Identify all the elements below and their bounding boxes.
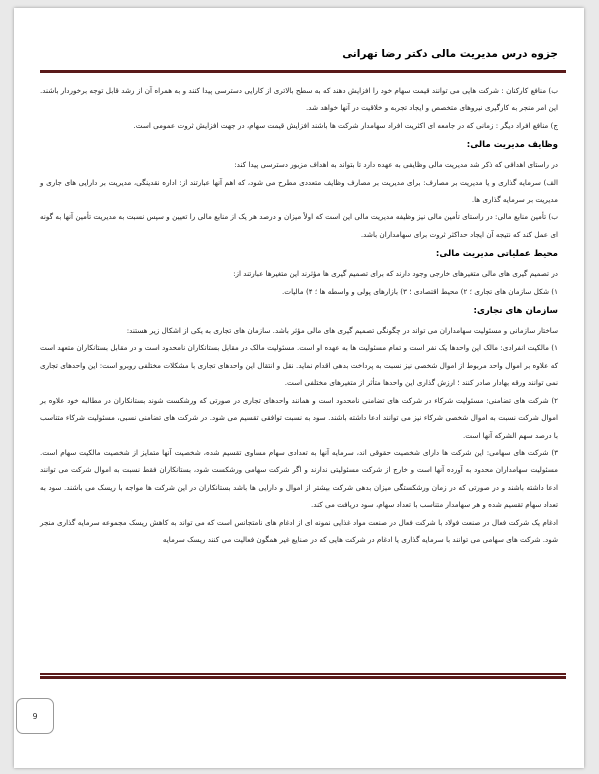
paragraph: ج) منافع افراد دیگر : زمانی که در جامعه ای اکثریت افراد سهامدار شرکت ها باشند افزایش قیمت سهام، در جهت افزایش ثروت عمومی است. xyxy=(133,120,558,130)
page-body xyxy=(40,82,558,548)
paragraph: ۱) شکل سازمان های تجاری ؛ ۲) محیط اقتصادی ؛ ۳) بازارهای پولی و واسطه ها ؛ ۴) مالیات. xyxy=(282,286,558,296)
footer-divider-thin xyxy=(40,673,566,675)
paragraph: در راستای اهدافی که ذکر شد مدیریت مالی وظایفی به عهده دارد تا بتواند به اهداف مزبور دسترسی پیدا کند: xyxy=(234,160,558,170)
paragraph: ساختار سازمانی و مسئولیت سهامداران می تواند در چگونگی تصمیم گیری های مالی مؤثر باشد. سازمان های تجاری به یکی از اشکال زیر هستند: xyxy=(126,326,558,336)
paragraph: ۳) شرکت های سهامی: این شرکت ها دارای شخصیت حقوقی اند، سرمایه آنها به تعدادی سهام مساوی تقسیم شده، شخصیت آنها متمایز از شخصیت مالکیت سهام است. مسئولیت سهامداران محدود به آورده آنها است و خارج از شرکت مسئولیتی ندارند و اگر شرکت سهامی ورشکست شود، بستانکاران فقط نسبت به اموال شرکت می توانند ادعا داشته باشند و در صورتی که در زمان ورشکستگی میزان بدهی شرکت بیشتر از اموال و دارایی ها باشد بستانکاران در این شرکت ها مواجه با ریسک می باشند. سود به تعداد سهام تقسیم شده و هر سهامدار متناسب با تعداد سهام، سود دریافت می کند. xyxy=(40,447,558,510)
paragraph: ب) منافع کارکنان : شرکت هایی می توانند قیمت سهام خود را افزایش دهند که به سطح بالاتری از کارایی دسترسی پیدا کنند و به همراه آن از رشد قابل توجه برخوردار باشند. این امر منجر به کارگیری نیروهای متخصص و ایجاد تجربه و خلاقیت در آنها خواهد شد. xyxy=(40,86,558,113)
paragraph: ادغام یک شرکت فعال در صنعت فولاد با شرکت فعال در صنعت مواد غذایی نمونه ای از ادغام های نامتجانس است که می تواند به کاهش ریسک مجموعه سرمایه گذاری منجر شود. شرکت های سهامی می توانند با سرمایه گذاری یا ادغام در شرکت هایی که در صنایع غیر همگون فعالیت می کنند ریسک سرمایه xyxy=(40,517,558,544)
footer-divider-thick xyxy=(40,676,566,679)
section-heading: وظایف مدیریت مالی: xyxy=(466,140,558,151)
page-number-box xyxy=(16,698,54,734)
paragraph: ب) تأمین منابع مالی: در راستای تأمین مالی نیز وظیفه مدیریت مالی این است که اولاً میزان و درصد هر یک از منابع مالی را تعیین و سپس نسبت به مدیریت تأمین آنها به گونه ای عمل کند که نتیجه آن ایجاد حداکثر ثروت برای سهامداران باشد. xyxy=(40,212,558,239)
section-heading: محیط عملیاتی مدیریت مالی: xyxy=(435,249,558,260)
paragraph: الف) سرمایه گذاری و یا مدیریت بر مصارف: برای مدیریت بر مصارف وظایف متعددی مطرح می شود، که اهم آنها عبارتند از: اداره نقدینگی، مدیریت بر دارایی های جاری و مدیریت بر سرمایه گذاری ها. xyxy=(40,177,558,205)
paragraph: در تصمیم گیری های مالی متغیرهای خارجی وجود دارند که برای تصمیم گیری ها مؤثرند این متغیرها عبارتند از: xyxy=(233,269,558,279)
paragraph: ۱) مالکیت انفرادی: مالک این واحدها یک نفر است و تمام مسئولیت ها به عهده او است. مسئولیت مالک در مقابل بستانکاران نامحدود است و در مقابل بستانکاران متعهد است که علاوه بر اموال واحد مربوط از اموال شخصی نیز نسبت به پرداخت بدهی اقدام نماید. نقل و انتقال این واحدهای تجاری با مشکلات مختلفی روبرو است: این واحدهای تجاری نمی توانند ورقه بهادار صادر کنند ؛ ارزش گذاری این واحدها متأثر از متغیرهای مختلفی است. xyxy=(40,343,558,388)
header-divider xyxy=(40,70,566,73)
document-page xyxy=(14,8,584,768)
page-title: جزوه درس مدیریت مالی دکتر رضا تهرانی xyxy=(342,48,558,60)
page-number: 9 xyxy=(32,711,38,721)
section-heading: سازمان های تجاری: xyxy=(473,306,558,317)
paragraph: ۲) شرکت های تضامنی: مسئولیت شرکاء در شرکت های تضامنی نامحدود است و همانند واحدهای تجاری در صورتی که ورشکست شوند بستانکاران در مطالبه خود علاوه بر اموال شرکت نسبت به اموال شخصی شرکاء نیز می توانند ادعا داشته باشند. سود به نسبت توافقی تقسیم می شود. در شرکت های تضامنی نسبی، مسئولیت شرکاء متناسب با درصد سهم الشرکه آنها است. xyxy=(40,395,558,440)
